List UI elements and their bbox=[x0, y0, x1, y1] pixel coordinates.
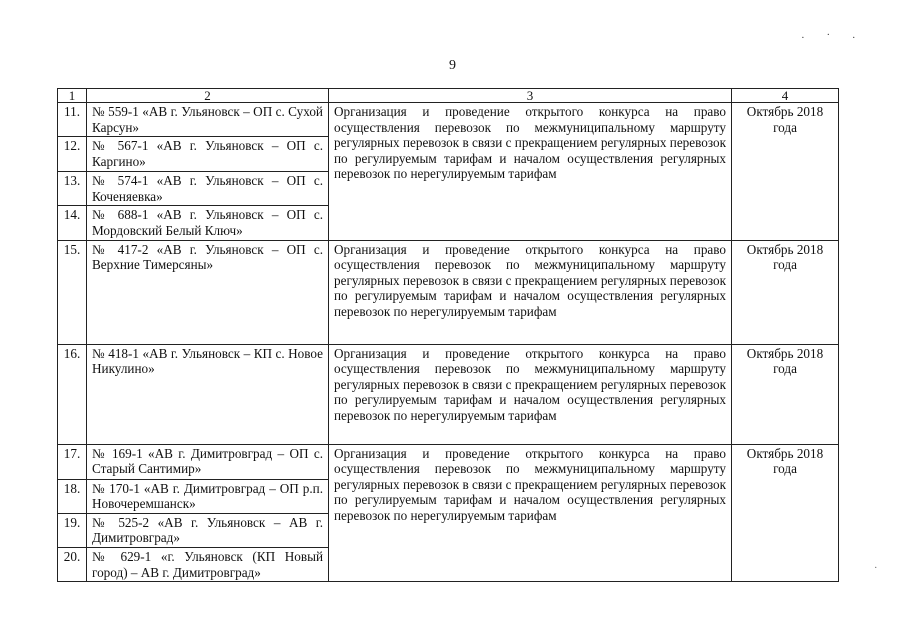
row-number: 13. bbox=[58, 172, 87, 206]
route-name: № 688-1 «АВ г. Ульяновск – ОП с. Мордовский Белый Ключ» bbox=[87, 206, 329, 240]
table-row bbox=[58, 444, 839, 479]
contest-term: Октябрь 2018 года bbox=[732, 240, 839, 344]
route-name: № 418-1 «АВ г. Ульяновск – КП с. Новое Никулино» bbox=[87, 344, 329, 444]
table-row bbox=[58, 103, 839, 137]
row-number: 12. bbox=[58, 137, 87, 172]
page-number: 9 bbox=[449, 58, 456, 73]
contest-description: Организация и проведение открытого конкурса на право осуществления перевозок по межмуниципальному маршруту регулярных перевозок в связи с прекращением регулярных перевозок по регулируемым тарифам и началом осуществления регулярных перевозок по нерегулируемым тарифам bbox=[329, 103, 732, 241]
header-cell: 2 bbox=[87, 89, 329, 103]
row-number: 18. bbox=[58, 479, 87, 513]
table-row bbox=[58, 240, 839, 344]
route-name: № 417-2 «АВ г. Ульяновск – ОП с. Верхние Тимерсяны» bbox=[87, 240, 329, 344]
row-number: 20. bbox=[58, 547, 87, 581]
route-name: № 574-1 «АВ г. Ульяновск – ОП с. Коченяевка» bbox=[87, 172, 329, 206]
scan-marks: . · . bbox=[801, 30, 865, 41]
contest-term: Октябрь 2018 года bbox=[732, 103, 839, 241]
contest-description: Организация и проведение открытого конкурса на право осуществления перевозок по межмуниципальному маршруту регулярных перевозок в связи с прекращением регулярных перевозок по регулируемым тарифам и началом осуществления регулярных перевозок по нерегулируемым тарифам bbox=[329, 240, 732, 344]
row-number: 11. bbox=[58, 103, 87, 137]
route-name: № 629-1 «г. Ульяновск (КП Новый город) – АВ г. Димитровград» bbox=[87, 547, 329, 581]
route-name: № 170-1 «АВ г. Димитровград – ОП р.п. Новочеремшанск» bbox=[87, 479, 329, 513]
header-cell: 1 bbox=[58, 89, 87, 103]
table-row bbox=[58, 344, 839, 444]
row-number: 19. bbox=[58, 513, 87, 547]
row-number: 14. bbox=[58, 206, 87, 240]
contest-schedule-table bbox=[57, 88, 839, 582]
route-name: № 525-2 «АВ г. Ульяновск – АВ г. Димитровград» bbox=[87, 513, 329, 547]
header-cell: 4 bbox=[732, 89, 839, 103]
row-number: 17. bbox=[58, 444, 87, 479]
row-number: 15. bbox=[58, 240, 87, 344]
header-cell: 3 bbox=[329, 89, 732, 103]
contest-term: Октябрь 2018 года bbox=[732, 444, 839, 582]
row-number: 16. bbox=[58, 344, 87, 444]
table-header-row bbox=[58, 89, 839, 103]
contest-description: Организация и проведение открытого конкурса на право осуществления перевозок по межмуниципальному маршруту регулярных перевозок в связи с прекращением регулярных перевозок по регулируемым тарифам и началом осуществления регулярных перевозок по нерегулируемым тарифам bbox=[329, 444, 732, 582]
contest-description: Организация и проведение открытого конкурса на право осуществления перевозок по межмуниципальному маршруту регулярных перевозок в связи с прекращением регулярных перевозок по регулируемым тарифам и началом осуществления регулярных перевозок по нерегулируемым тарифам bbox=[329, 344, 732, 444]
route-name: № 169-1 «АВ г. Димитровград – ОП с. Старый Сантимир» bbox=[87, 444, 329, 479]
route-name: № 559-1 «АВ г. Ульяновск – ОП с. Сухой Карсун» bbox=[87, 103, 329, 137]
route-name: № 567-1 «АВ г. Ульяновск – ОП с. Каргино» bbox=[87, 137, 329, 172]
contest-term: Октябрь 2018 года bbox=[732, 344, 839, 444]
scan-mark: . bbox=[874, 560, 877, 571]
